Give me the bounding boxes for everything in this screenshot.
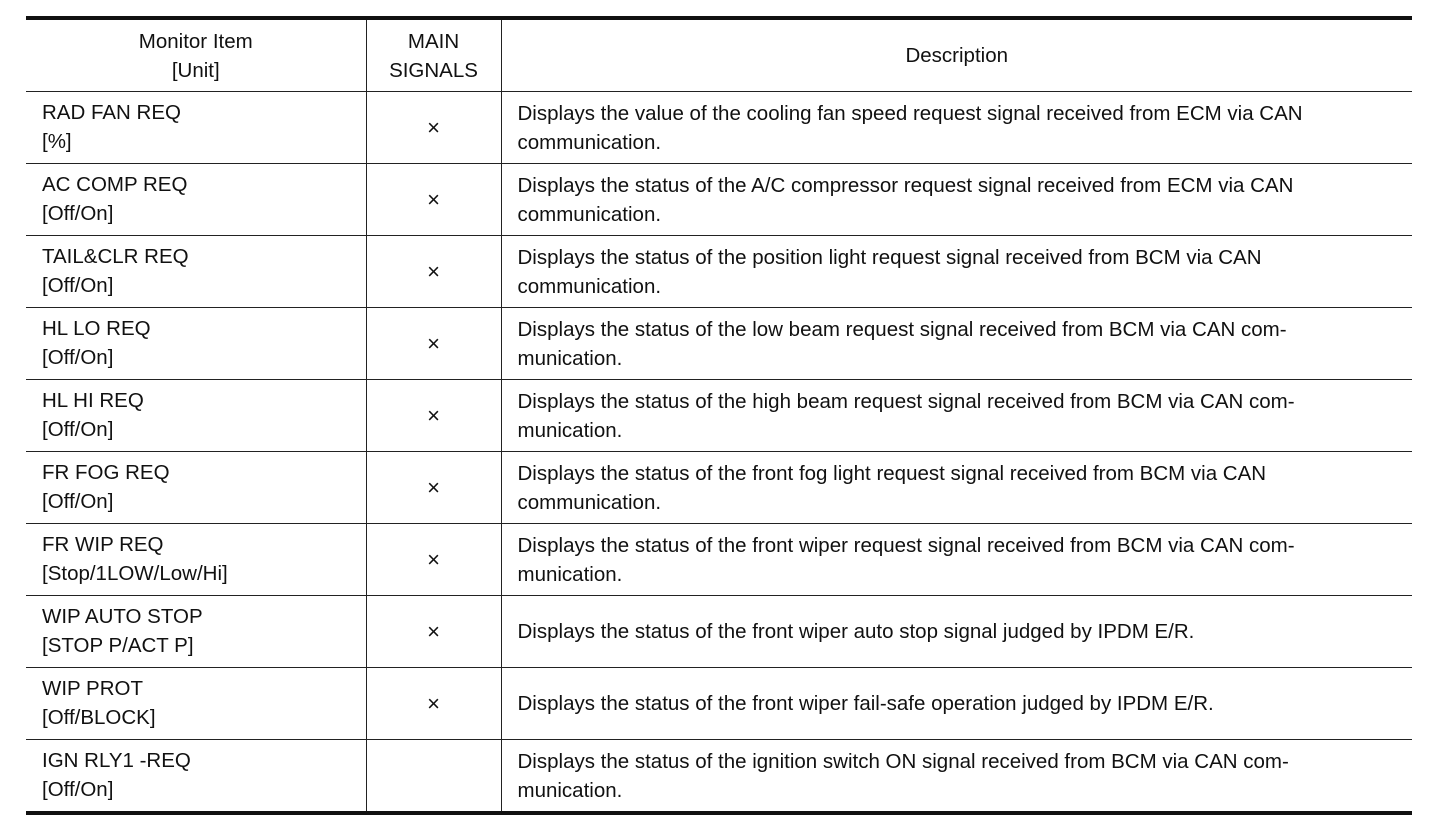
main-signal-mark: × <box>366 380 501 452</box>
monitor-item-unit: [Off/On] <box>42 418 114 441</box>
monitor-item-unit: [Off/On] <box>42 346 114 369</box>
main-signal-mark: × <box>366 236 501 308</box>
description-line: communication. <box>517 490 662 514</box>
description-line: communication. <box>517 274 662 298</box>
description-line: munication. <box>517 562 623 586</box>
monitor-item-cell <box>26 524 366 596</box>
main-signal-mark: × <box>366 524 501 596</box>
table-row <box>26 92 1412 164</box>
monitor-item-name: RAD FAN REQ <box>42 101 181 124</box>
monitor-item-name: WIP AUTO STOP <box>42 605 203 628</box>
table-header-row <box>26 18 1412 92</box>
table-row <box>26 164 1412 236</box>
table-row <box>26 740 1412 814</box>
main-signal-mark: × <box>366 92 501 164</box>
monitor-item-unit: [Off/BLOCK] <box>42 706 156 729</box>
monitor-item-unit: [Off/On] <box>42 778 114 801</box>
monitor-item-name: WIP PROT <box>42 677 143 700</box>
description-line: munication. <box>517 778 623 802</box>
monitor-item-unit: [STOP P/ACT P] <box>42 634 194 657</box>
description-line: Displays the status of the A/C compressor request signal received from ECM via CAN <box>517 173 1294 197</box>
monitor-item-cell <box>26 740 366 814</box>
header-main-line2: SIGNALS <box>389 58 478 82</box>
monitor-item-name: TAIL&CLR REQ <box>42 245 189 268</box>
monitor-item-cell <box>26 164 366 236</box>
description-line: communication. <box>517 202 662 226</box>
main-signal-mark: × <box>366 452 501 524</box>
header-unit-label: [Unit] <box>171 58 220 82</box>
main-signal-mark: × <box>366 164 501 236</box>
monitor-item-name: FR FOG REQ <box>42 461 170 484</box>
monitor-item-name: FR WIP REQ <box>42 533 164 556</box>
description-cell <box>501 740 1412 814</box>
header-monitor-item <box>26 18 366 92</box>
description-cell <box>501 380 1412 452</box>
main-signal-mark <box>366 740 501 814</box>
table-row <box>26 596 1412 668</box>
monitor-item-cell <box>26 236 366 308</box>
description-cell <box>501 596 1412 668</box>
description-line: Displays the status of the front wiper request signal received from BCM via CAN com- <box>517 533 1295 557</box>
monitor-item-unit: [Off/On] <box>42 490 114 513</box>
monitor-item-unit: [Off/On] <box>42 202 114 225</box>
monitor-item-cell <box>26 596 366 668</box>
description-line: Displays the status of the low beam request signal received from BCM via CAN com- <box>517 317 1287 341</box>
monitor-item-cell <box>26 452 366 524</box>
monitor-item-cell <box>26 308 366 380</box>
main-signal-mark: × <box>366 596 501 668</box>
table-row <box>26 452 1412 524</box>
description-cell <box>501 308 1412 380</box>
table-row <box>26 380 1412 452</box>
monitor-item-cell <box>26 668 366 740</box>
monitor-item-unit: [%] <box>42 130 72 153</box>
monitor-item-name: AC COMP REQ <box>42 173 188 196</box>
description-cell <box>501 668 1412 740</box>
monitor-item-cell <box>26 92 366 164</box>
description-line: Displays the status of the front fog light request signal received from BCM via CAN <box>517 461 1267 485</box>
description-line: Displays the value of the cooling fan speed request signal received from ECM via CAN <box>517 101 1303 125</box>
header-monitor-item-label: Monitor Item <box>138 29 253 53</box>
description-line: Displays the status of the ignition switch ON signal received from BCM via CAN com- <box>517 749 1289 773</box>
header-description <box>501 18 1412 92</box>
description-cell <box>501 164 1412 236</box>
monitor-item-name: HL LO REQ <box>42 317 151 340</box>
table-row <box>26 308 1412 380</box>
monitor-item-cell <box>26 380 366 452</box>
monitor-item-unit: [Off/On] <box>42 274 114 297</box>
monitor-item-table <box>26 16 1412 815</box>
description-line: Displays the status of the position light request signal received from BCM via CAN <box>517 245 1262 269</box>
header-description-label: Description <box>905 44 1009 67</box>
monitor-item-name: HL HI REQ <box>42 389 144 412</box>
description-cell <box>501 524 1412 596</box>
monitor-item-name: IGN RLY1 -REQ <box>42 749 191 772</box>
description-line: Displays the status of the high beam request signal received from BCM via CAN com- <box>517 389 1295 413</box>
header-main-line1: MAIN <box>407 29 460 53</box>
description-line: Displays the status of the front wiper fail-safe operation judged by IPDM E/R. <box>517 692 1214 715</box>
monitor-item-unit: [Stop/1LOW/Low/Hi] <box>42 562 228 585</box>
table-row <box>26 524 1412 596</box>
description-line: munication. <box>517 346 623 370</box>
header-main-signals <box>366 18 501 92</box>
description-cell <box>501 452 1412 524</box>
description-line: communication. <box>517 130 662 154</box>
monitor-item-table-wrapper <box>26 16 1412 815</box>
description-cell <box>501 92 1412 164</box>
description-line: munication. <box>517 418 623 442</box>
main-signal-mark: × <box>366 308 501 380</box>
table-row <box>26 668 1412 740</box>
description-line: Displays the status of the front wiper auto stop signal judged by IPDM E/R. <box>517 620 1195 643</box>
table-row <box>26 236 1412 308</box>
description-cell <box>501 236 1412 308</box>
main-signal-mark: × <box>366 668 501 740</box>
